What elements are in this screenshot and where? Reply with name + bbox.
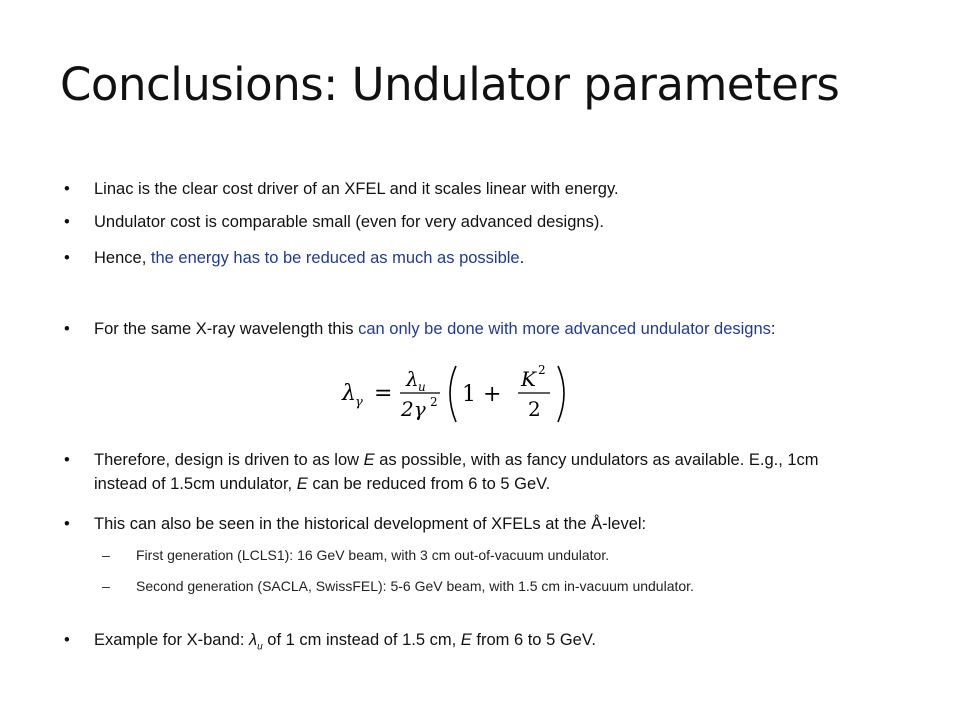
formula-equals: = — [374, 381, 393, 406]
bullet-text — [94, 628, 894, 659]
formula-right-paren — [558, 366, 564, 422]
text-run: Hence, — [94, 249, 151, 267]
text-run: of 1 cm instead of 1.5 cm, — [262, 631, 461, 649]
text-run: can be reduced from 6 to 5 GeV. — [307, 475, 551, 493]
formula-numerator: λ — [406, 367, 419, 391]
slide-title: Conclusions: Undulator parameters — [60, 58, 840, 111]
bullet-text — [94, 246, 894, 270]
bullet-icon: • — [64, 213, 70, 231]
resonance-formula — [340, 360, 590, 428]
dash-icon: – — [102, 547, 110, 563]
highlight-text: the energy has to be reduced as much as possible — [150, 249, 520, 267]
bullet-icon: • — [64, 320, 70, 338]
formula-k-denominator: 2 — [528, 397, 541, 421]
energy-symbol: E — [296, 475, 308, 493]
bullet-icon: • — [64, 249, 70, 267]
bullet-icon: • — [64, 515, 70, 533]
formula-k-sup: 2 — [538, 363, 546, 377]
energy-symbol: E — [363, 451, 375, 469]
formula-denominator-sup: 2 — [430, 395, 438, 409]
text-run: Example for X-band: — [94, 631, 249, 649]
text-run: as possible, with as fancy undulators as available. E.g., 1cm instead of 1.5cm undulator, — [94, 451, 819, 493]
dash-icon: – — [102, 578, 110, 594]
bullet-icon: • — [64, 180, 70, 198]
bullet-text — [94, 317, 834, 341]
sub-item-text: Second generation (SACLA, SwissFEL): 5-6 GeV beam, with 1.5 cm in-vacuum undulator. — [136, 578, 694, 594]
bullet-text: Linac is the clear cost driver of an XFEL and it scales linear with energy. — [94, 180, 619, 198]
lambda-subscript: u — [257, 641, 263, 653]
text-run: : — [770, 320, 776, 338]
formula-denominator: 2γ — [401, 397, 426, 421]
text-run: from 6 to 5 GeV. — [471, 631, 596, 649]
lambda-symbol: λ — [249, 631, 258, 649]
text-run: For the same X-ray wavelength this — [94, 320, 359, 338]
bullet-icon: • — [64, 451, 70, 469]
formula-lambda-gamma-sub: γ — [355, 395, 363, 410]
bullet-text — [94, 448, 864, 496]
text-run: . — [519, 249, 525, 267]
formula-lambda-gamma: λ — [342, 381, 356, 406]
bullet-icon: • — [64, 631, 70, 649]
text-run: Therefore, design is driven to as low — [94, 451, 364, 469]
formula-one-plus: 1 + — [462, 382, 502, 407]
energy-symbol: E — [460, 631, 472, 649]
formula-numerator-sub: u — [418, 380, 426, 394]
bullet-text: This can also be seen in the historical development of XFELs at the Å-level: — [94, 515, 647, 533]
sub-item-text: First generation (LCLS1): 16 GeV beam, with 3 cm out-of-vacuum undulator. — [136, 547, 610, 563]
formula-left-paren — [450, 366, 456, 422]
formula-k: K — [521, 367, 536, 391]
highlight-text: can only be done with more advanced undulator designs — [358, 320, 771, 338]
bullet-text: Undulator cost is comparable small (even for very advanced designs). — [94, 213, 604, 231]
